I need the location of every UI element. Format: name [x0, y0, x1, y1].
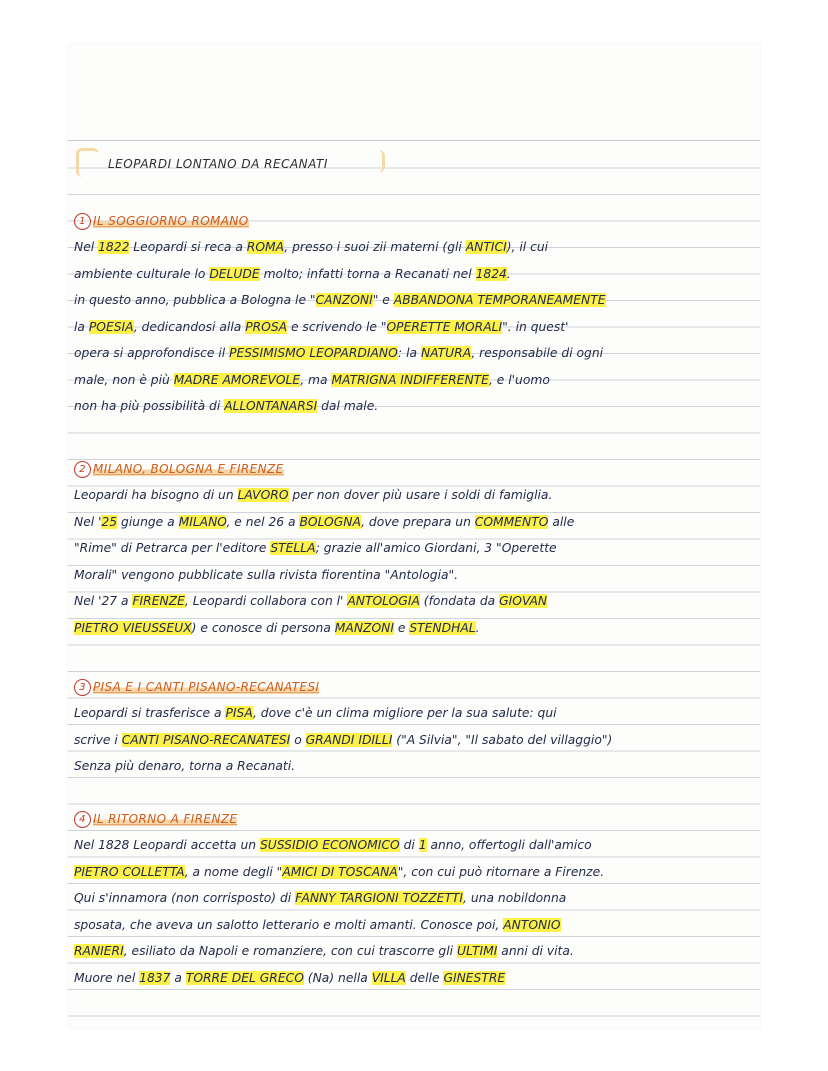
section-title: PISA E I CANTI PISANO-RECANATESI: [93, 680, 320, 694]
highlighted-text: 1: [418, 838, 427, 852]
highlighted-text: BOLOGNA: [299, 514, 362, 529]
section-2: [74, 456, 754, 641]
page-title: LEOPARDI LONTANO DA RECANATI: [108, 157, 328, 171]
text-segment: opera si approfondisce il: [74, 346, 230, 360]
text-line: [74, 753, 754, 780]
text-segment: anni di vita.: [497, 944, 574, 958]
text-line: [74, 859, 754, 886]
highlighted-text: ROMA: [246, 240, 285, 254]
highlighted-text: POESIA: [88, 319, 134, 334]
text-segment: ", con cui può ritornare a Firenze.: [397, 864, 605, 879]
highlighted-text: ULTIMI: [456, 944, 498, 958]
highlighted-text: CANZONI: [315, 293, 373, 307]
text-segment: molto; infatti torna a Recanati nel: [259, 266, 476, 281]
highlighted-text: OPERETTE MORALI: [386, 319, 503, 334]
highlighted-text: PIETRO COLLETTA: [74, 864, 185, 879]
text-segment: , ma: [300, 372, 332, 387]
text-segment: Leopardi ha bisogno di un: [74, 488, 238, 502]
text-segment: "Rime" di Petrarca per l'editore: [74, 541, 271, 555]
text-segment: e: [393, 620, 410, 635]
text-segment: .: [475, 620, 480, 635]
highlighted-text: STENDHAL: [409, 620, 476, 635]
text-segment: non ha più possibilità di: [74, 399, 225, 413]
highlighted-text: GIOVAN: [499, 594, 548, 608]
section-body: [74, 234, 754, 420]
text-segment: ; grazie all'amico Giordani, 3 "Operette: [315, 541, 557, 555]
section-heading: [74, 456, 754, 482]
text-segment: Nel ': [74, 514, 102, 529]
highlighted-text: MILANO: [178, 514, 227, 529]
text-segment: ". in quest': [502, 319, 569, 334]
text-segment: , a nome degli ": [184, 864, 283, 879]
text-segment: Muore nel: [74, 970, 140, 985]
highlighted-text: NATURA: [420, 346, 472, 360]
section-heading: [74, 806, 754, 832]
highlighted-text: MANZONI: [334, 620, 394, 635]
text-segment: (Na) nella: [303, 970, 372, 985]
text-segment: ) e conosce di persona: [191, 620, 335, 635]
text-segment: scrive i: [74, 732, 122, 747]
highlighted-text: GINESTRE: [443, 970, 506, 985]
section-number: 2: [74, 461, 91, 478]
highlighted-text: MATRIGNA INDIFFERENTE: [331, 372, 489, 387]
text-segment: giunge a: [117, 514, 179, 529]
text-segment: male, non è più: [74, 372, 174, 387]
section-heading: [74, 208, 754, 234]
text-segment: Nel 1828 Leopardi accetta un: [74, 838, 260, 852]
text-line: [74, 367, 754, 394]
highlighted-text: PIETRO VIEUSSEUX: [74, 620, 192, 635]
text-segment: dal male.: [317, 399, 379, 413]
text-segment: anno, offertogli dall'amico: [426, 838, 592, 852]
section-title: IL RITORNO A FIRENZE: [93, 812, 238, 826]
text-line: [74, 535, 754, 562]
highlighted-text: 1837: [139, 970, 171, 985]
text-segment: a: [170, 970, 186, 985]
text-line: [74, 938, 754, 965]
text-line: [74, 727, 754, 754]
text-segment: , e l'uomo: [488, 372, 550, 387]
text-line: [74, 482, 754, 509]
text-segment: , e nel 26 a: [226, 514, 300, 529]
text-line: [74, 965, 754, 992]
text-segment: o: [290, 732, 306, 747]
text-segment: Leopardi si reca a: [129, 240, 247, 254]
highlighted-text: FANNY TARGIONI TOZZETTI: [295, 891, 464, 905]
highlighted-text: TORRE DEL GRECO: [185, 970, 304, 985]
text-segment: , dove c'è un clima migliore per la sua salute: qui: [252, 706, 557, 720]
highlighted-text: STELLA: [270, 541, 316, 555]
highlighted-text: COMMENTO: [474, 514, 549, 529]
page-top-margin: [68, 44, 760, 141]
text-segment: ("A Silvia", "Il sabato del villaggio"): [392, 732, 613, 747]
text-segment: .: [506, 266, 511, 281]
text-line: [74, 912, 754, 939]
highlighted-text: CANTI PISANO-RECANATESI: [121, 732, 291, 747]
text-line: [74, 261, 754, 288]
highlighted-text: PESSIMISMO LEOPARDIANO: [229, 346, 399, 360]
section-title: IL SOGGIORNO ROMANO: [93, 214, 249, 228]
text-segment: per non dover più usare i soldi di famiglia.: [288, 488, 553, 502]
text-line: [74, 885, 754, 912]
text-segment: , responsabile di ogni: [471, 346, 604, 360]
text-segment: , dove prepara un: [361, 514, 475, 529]
text-line: [74, 700, 754, 727]
text-segment: , Leopardi collabora con l': [184, 594, 348, 608]
highlighted-text: ANTONIO: [503, 917, 561, 932]
text-segment: delle: [405, 970, 444, 985]
highlighted-text: PROSA: [245, 319, 288, 334]
text-segment: sposata, che aveva un salotto letterario e molti amanti. Conosce poi,: [74, 917, 504, 932]
highlighted-text: AMICI DI TOSCANA: [282, 864, 398, 879]
text-line: [74, 314, 754, 341]
text-segment: alle: [548, 514, 575, 529]
title-bracket-left: [76, 148, 99, 177]
highlighted-text: 25: [101, 514, 118, 529]
highlighted-text: LAVORO: [237, 488, 289, 502]
section-4: [74, 806, 754, 991]
text-segment: in questo anno, pubblica a Bologna le ": [74, 293, 316, 307]
text-segment: Qui s'innamora (non corrisposto) di: [74, 891, 296, 905]
text-line: [74, 832, 754, 859]
text-line: [74, 509, 754, 536]
section-body: [74, 832, 754, 991]
text-line: [74, 234, 754, 261]
highlighted-text: ANTICI: [465, 240, 507, 254]
text-line: [74, 562, 754, 589]
text-line: [74, 393, 754, 420]
text-line: [74, 588, 754, 615]
section-body: [74, 482, 754, 641]
highlighted-text: ABBANDONA TEMPORANEAMENTE: [393, 293, 606, 307]
section-title: MILANO, BOLOGNA E FIRENZE: [93, 462, 284, 476]
highlighted-text: MADRE AMOREVOLE: [173, 372, 301, 387]
text-segment: ), il cui: [506, 240, 549, 254]
section-3: [74, 674, 754, 780]
text-segment: Leopardi si trasferisce a: [74, 706, 226, 720]
section-number: 1: [74, 213, 91, 230]
highlighted-text: PISA: [225, 706, 253, 720]
section-heading: [74, 674, 754, 700]
section-number: 3: [74, 679, 91, 696]
text-segment: Nel '27 a: [74, 594, 133, 608]
highlighted-text: 1824: [475, 266, 507, 281]
text-segment: (fondata da: [419, 594, 500, 608]
text-segment: ambiente culturale lo: [74, 266, 210, 281]
highlighted-text: ANTOLOGIA: [347, 594, 420, 608]
highlighted-text: ALLONTANARSI: [224, 399, 318, 413]
text-line: [74, 340, 754, 367]
highlighted-text: VILLA: [371, 970, 406, 985]
highlighted-text: GRANDI IDILLI: [305, 732, 393, 747]
title-bracket-right: [368, 150, 385, 172]
text-segment: Morali" vengono pubblicate sulla rivista fiorentina "Antologia".: [74, 567, 459, 582]
notebook-page: [68, 44, 760, 1028]
section-number: 4: [74, 811, 91, 828]
text-line: [74, 615, 754, 642]
text-segment: , dedicandosi alla: [133, 319, 246, 334]
text-line: [74, 287, 754, 314]
section-body: [74, 700, 754, 780]
highlighted-text: RANIERI: [74, 944, 124, 958]
text-segment: : la: [398, 346, 421, 360]
text-segment: e scrivendo le ": [287, 319, 387, 334]
text-segment: , una nobildonna: [463, 891, 567, 905]
text-segment: , presso i suoi zii materni (gli: [284, 240, 466, 254]
text-segment: " e: [372, 293, 394, 307]
text-segment: Senza più denaro, torna a Recanati.: [74, 759, 296, 773]
highlighted-text: FIRENZE: [132, 594, 185, 608]
text-segment: di: [399, 838, 419, 852]
text-segment: Nel: [74, 240, 99, 254]
highlighted-text: SUSSIDIO ECONOMICO: [259, 838, 400, 852]
text-segment: , esiliato da Napoli e romanziere, con cui trascorre gli: [123, 944, 457, 958]
highlighted-text: DELUDE: [209, 266, 260, 281]
text-segment: la: [74, 319, 89, 334]
section-1: [74, 208, 754, 420]
highlighted-text: 1822: [98, 240, 130, 254]
